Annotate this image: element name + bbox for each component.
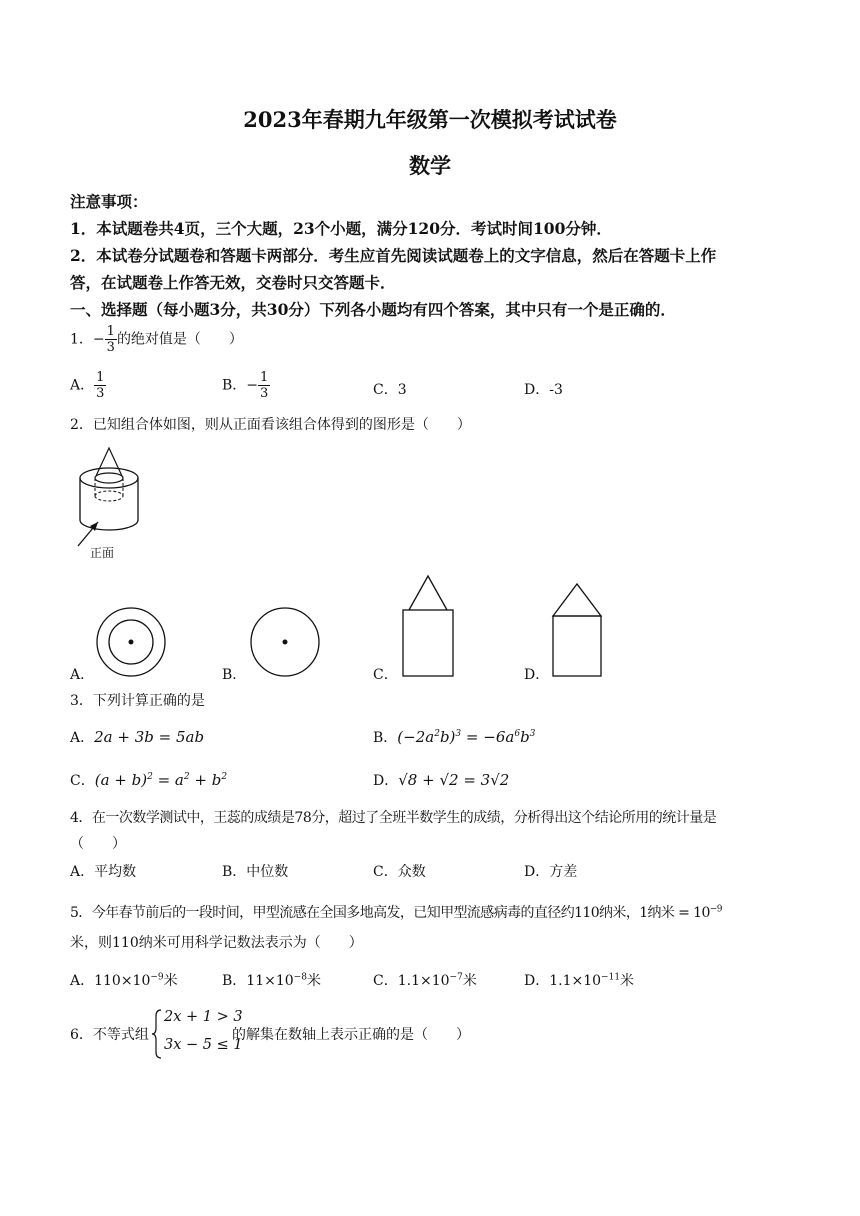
q5-b-exp: −8 — [293, 972, 307, 983]
q5-d-exp: −11 — [601, 972, 621, 983]
q1-frac-num: 1 — [106, 324, 115, 339]
q3-b-base: (−2a — [397, 728, 435, 746]
q3-d-plus: + — [417, 771, 440, 789]
q3-option-d — [373, 770, 509, 790]
q1-frac-den: 3 — [106, 340, 115, 355]
question-3: 3．下列计算正确的是 — [70, 693, 205, 709]
q3-b-exp4: 3 — [529, 729, 536, 739]
q1-option-b-label: B． — [222, 377, 247, 394]
q6-inequality-1: 2x + 1 > 3 — [164, 1009, 243, 1025]
q3-d-label: D． — [373, 773, 399, 789]
q5-d-unit: 米 — [620, 973, 635, 989]
q3-c-base: (a + b) — [94, 771, 148, 789]
q5-a-text: A．110×10 — [70, 973, 151, 989]
q2-option-b: B． — [222, 667, 247, 683]
q3-option-c — [70, 770, 227, 790]
q3-c-expr — [95, 771, 227, 789]
q2-option-a-figure — [94, 605, 168, 679]
q1-a-num: 1 — [96, 370, 105, 385]
q3-option-a — [70, 727, 204, 747]
q6-inequality-2: 3x − 5 ≤ 1 — [164, 1037, 243, 1053]
q3-d-sqrt2: √2 — [439, 771, 459, 789]
q3-d-sqrt8: √8 — [398, 771, 418, 789]
q1-option-a-label: A． — [70, 377, 95, 394]
q3-b-exp3: 6 — [514, 729, 521, 739]
section-1-heading: 一、选择题（每小题3分，共30分）下列各小题均有四个答案，其中只有一个是正确的． — [70, 300, 676, 319]
q3-c-exp3: 2 — [221, 772, 228, 782]
q3-b-expr — [397, 728, 535, 746]
q5-c-text: C．1.1×10 — [373, 973, 450, 989]
q3-c-rhs2: + b — [189, 771, 222, 789]
q1-option-d: D．-3 — [524, 382, 563, 398]
q3-b-exp1: 2 — [434, 729, 440, 739]
q4-option-d: D．方差 — [524, 864, 578, 880]
q5-a-unit: 米 — [163, 973, 178, 989]
q1-b-den: 3 — [260, 386, 269, 401]
q6-number: 6．不等式组 — [70, 1027, 149, 1043]
notice-heading: 注意事项： — [70, 192, 148, 211]
q2-option-d-figure — [549, 580, 605, 680]
q3-c-exp2: 2 — [183, 772, 190, 782]
page-title: 2023年春期九年级第一次模拟考试试卷 — [243, 107, 617, 132]
notice-item-2-line1: 2．本试卷分试题卷和答题卡两部分．考生应首先阅读试题卷上的文字信息，然后在答题卡上作 — [70, 246, 717, 265]
question-4-line2: （ ） — [70, 836, 126, 852]
q2-option-a: A． — [70, 667, 95, 683]
q1-fraction — [105, 324, 117, 355]
q2-option-c: C． — [373, 667, 398, 683]
q3-b-label: B． — [373, 730, 398, 746]
q3-b-exp2: 3 — [455, 729, 462, 739]
q4-option-b: B．中位数 — [222, 864, 289, 880]
question-2: 2．已知组合体如图，则从正面看该组合体得到的图形是（ ） — [70, 417, 471, 433]
q1-number: 1． — [70, 331, 93, 348]
question-5-line2: 米，则110纳米可用科学记数法表示为（ ） — [70, 935, 363, 951]
q1-option-b-fraction — [258, 370, 270, 401]
q2-option-b-figure — [248, 605, 322, 679]
q3-c-label: C． — [70, 773, 95, 789]
q3-option-b — [373, 727, 535, 747]
q5-d-text: D．1.1×10 — [524, 973, 602, 989]
q1-text: 的绝对值是（ ） — [116, 331, 243, 348]
notice-item-2-line2: 答，在试题卷上作答无效，交卷时只交答题卡． — [70, 273, 396, 292]
q5-b-unit: 米 — [306, 973, 321, 989]
q5-a-exp: −9 — [150, 972, 164, 983]
q3-a-label: A． — [70, 730, 95, 746]
q5-line1-text: 5．今年春节前后的一段时间，甲型流感在全国多地高发，已知甲型流感病毒的直径约110纳米，1纳米 = 10 — [70, 905, 710, 921]
q5-c-unit: 米 — [462, 973, 477, 989]
q2-option-c-figure — [398, 572, 458, 680]
q5-b-text: B．11×10 — [222, 973, 294, 989]
q1-option-b — [222, 370, 270, 401]
q2-front-label: 正面 — [90, 546, 115, 560]
q3-c-rhs: = a — [152, 771, 184, 789]
question-4-line1: 4．在一次数学测试中，王蕊的成绩是78分，超过了全班半数学生的成绩，分析得出这个结论所用的统计量是 — [70, 810, 717, 826]
q5-option-b — [222, 970, 321, 990]
q1-option-a-fraction — [94, 370, 106, 401]
q3-a-expr: 2a + 3b = 5ab — [94, 728, 205, 746]
q3-b-rhs2: b — [520, 728, 530, 746]
subject-title: 数学 — [409, 153, 451, 178]
q1-b-num: 1 — [260, 370, 269, 385]
question-1 — [70, 324, 243, 355]
q1-option-c: C．3 — [373, 382, 407, 398]
q1-option-a — [70, 370, 106, 401]
q5-line1-exp: −9 — [709, 904, 722, 915]
q5-c-exp: −7 — [449, 972, 463, 983]
q3-c-exp: 2 — [147, 772, 153, 782]
q3-d-expr — [398, 771, 509, 789]
q5-option-c — [373, 970, 477, 990]
q2-option-d: D． — [524, 667, 550, 683]
question-5-line1 — [70, 902, 722, 922]
q3-d-sqrt2-rhs: √2 — [490, 771, 510, 789]
notice-item-1: 1．本试题卷共4页，三个大题，23个小题，满分120分．考试时间100分钟． — [70, 219, 612, 238]
q5-option-d — [524, 970, 634, 990]
q6-brace — [152, 1008, 162, 1060]
q3-b-rhs: = −6a — [461, 728, 515, 746]
q4-option-c: C．众数 — [373, 864, 426, 880]
q1-neg: − — [92, 331, 105, 348]
q6-text: 的解集在数轴上表示正确的是（ ） — [232, 1027, 470, 1043]
q3-b-mid: b) — [439, 728, 456, 746]
q1-b-neg: − — [246, 377, 259, 394]
q1-a-den: 3 — [96, 386, 105, 401]
q5-option-a — [70, 970, 178, 990]
q3-d-eq: = 3 — [458, 771, 491, 789]
q4-option-a: A．平均数 — [70, 864, 137, 880]
